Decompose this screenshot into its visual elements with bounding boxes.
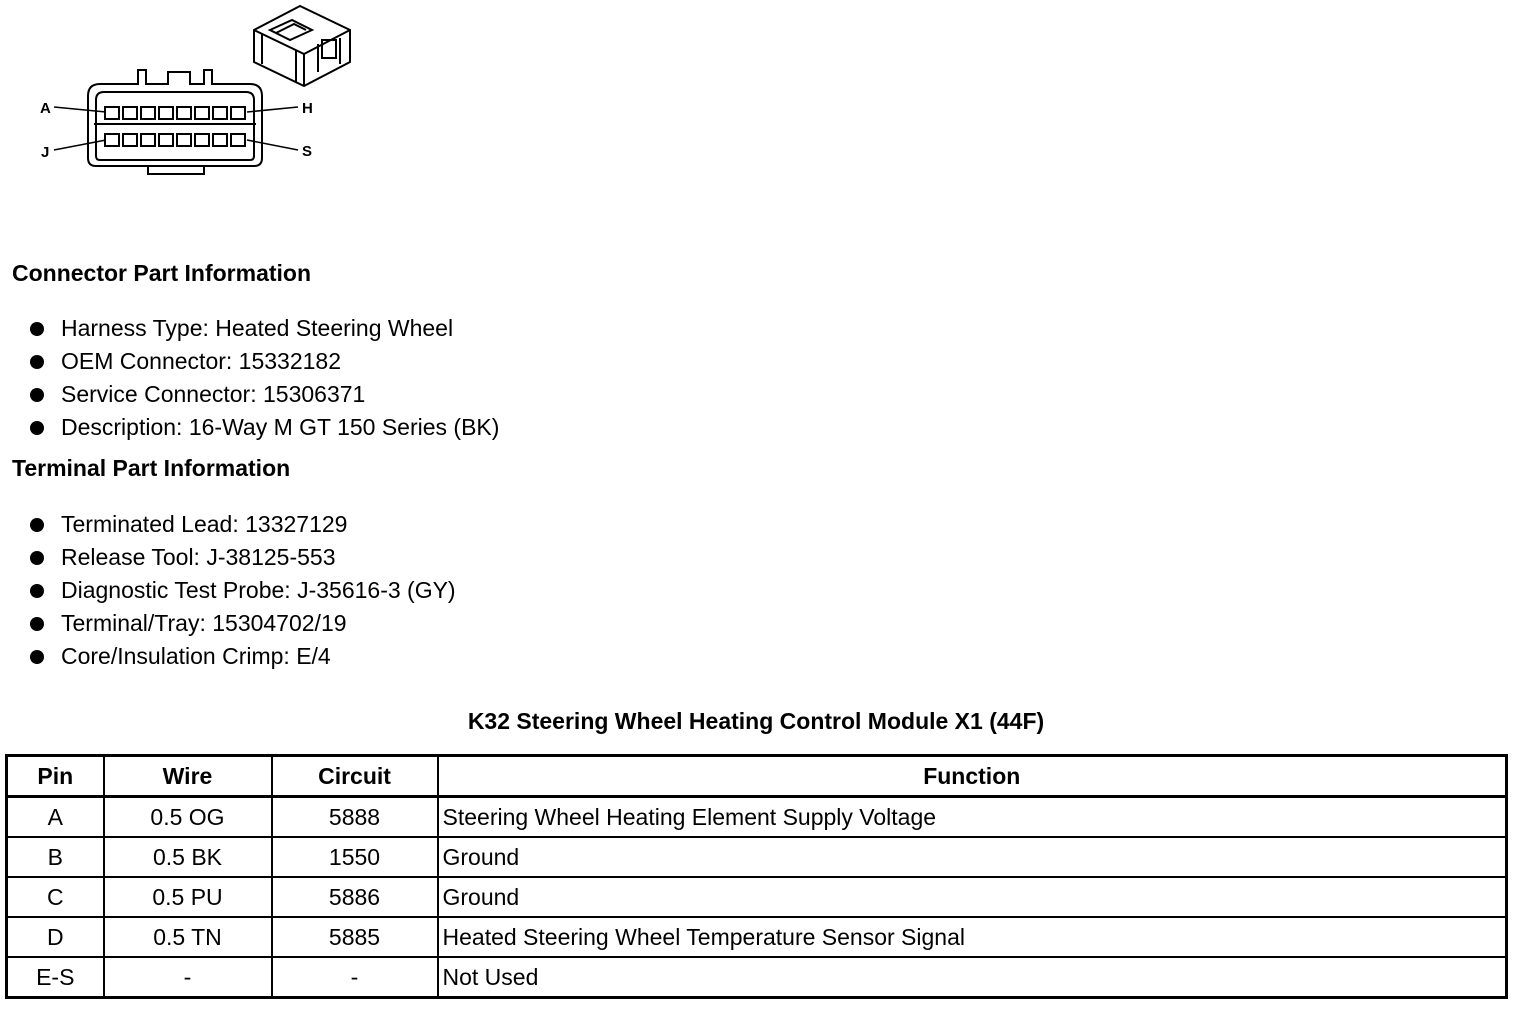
cell-circuit: 1550 <box>272 837 438 877</box>
cell-pin: B <box>7 837 104 877</box>
cell-wire: 0.5 OG <box>104 797 272 838</box>
list-item: Terminated Lead: 13327129 <box>28 508 456 541</box>
cell-function: Ground <box>438 877 1507 917</box>
cell-function: Steering Wheel Heating Element Supply Voltage <box>438 797 1507 838</box>
list-item: OEM Connector: 15332182 <box>28 345 499 378</box>
pinout-table <box>5 754 1508 999</box>
cell-pin: D <box>7 917 104 957</box>
header-function: Function <box>438 756 1507 797</box>
diagram-label-s: S <box>302 143 313 160</box>
header-pin: Pin <box>7 756 104 797</box>
connector-part-info-heading: Connector Part Information <box>12 260 312 286</box>
table-row <box>7 837 1507 877</box>
list-item: Terminal/Tray: 15304702/19 <box>28 607 456 640</box>
table-row <box>7 877 1507 917</box>
cell-wire: 0.5 TN <box>104 917 272 957</box>
list-item: Service Connector: 15306371 <box>28 378 499 411</box>
cell-function: Ground <box>438 837 1507 877</box>
connector-part-info-list <box>28 312 499 444</box>
cell-circuit: 5885 <box>272 917 438 957</box>
table-row <box>7 957 1507 998</box>
table-header-row <box>7 756 1507 797</box>
cell-pin: C <box>7 877 104 917</box>
list-item: Description: 16-Way M GT 150 Series (BK) <box>28 411 499 444</box>
cell-wire: - <box>104 957 272 998</box>
list-item: Harness Type: Heated Steering Wheel <box>28 312 499 345</box>
table-title: K32 Steering Wheel Heating Control Module X1 (44F) <box>467 708 1045 734</box>
cell-circuit: 5886 <box>272 877 438 917</box>
diagram-label-h: H <box>302 100 313 117</box>
terminal-part-info-list <box>28 508 456 673</box>
cell-function: Heated Steering Wheel Temperature Sensor Signal <box>438 917 1507 957</box>
cell-wire: 0.5 BK <box>104 837 272 877</box>
cell-pin: A <box>7 797 104 838</box>
cell-circuit: - <box>272 957 438 998</box>
cell-function: Not Used <box>438 957 1507 998</box>
cell-circuit: 5888 <box>272 797 438 838</box>
table-row <box>7 797 1507 838</box>
list-item: Diagnostic Test Probe: J-35616-3 (GY) <box>28 574 456 607</box>
cell-pin: E-S <box>7 957 104 998</box>
header-circuit: Circuit <box>272 756 438 797</box>
connector-face-view <box>54 70 298 174</box>
list-item: Release Tool: J-38125-553 <box>28 541 456 574</box>
connector-isometric-view <box>254 6 350 86</box>
table-row <box>7 917 1507 957</box>
header-wire: Wire <box>104 756 272 797</box>
cell-wire: 0.5 PU <box>104 877 272 917</box>
terminal-part-info-heading: Terminal Part Information <box>12 455 291 481</box>
diagram-label-j: J <box>41 144 50 161</box>
list-item: Core/Insulation Crimp: E/4 <box>28 640 456 673</box>
diagram-label-a: A <box>40 100 51 117</box>
connector-diagram <box>30 0 370 185</box>
